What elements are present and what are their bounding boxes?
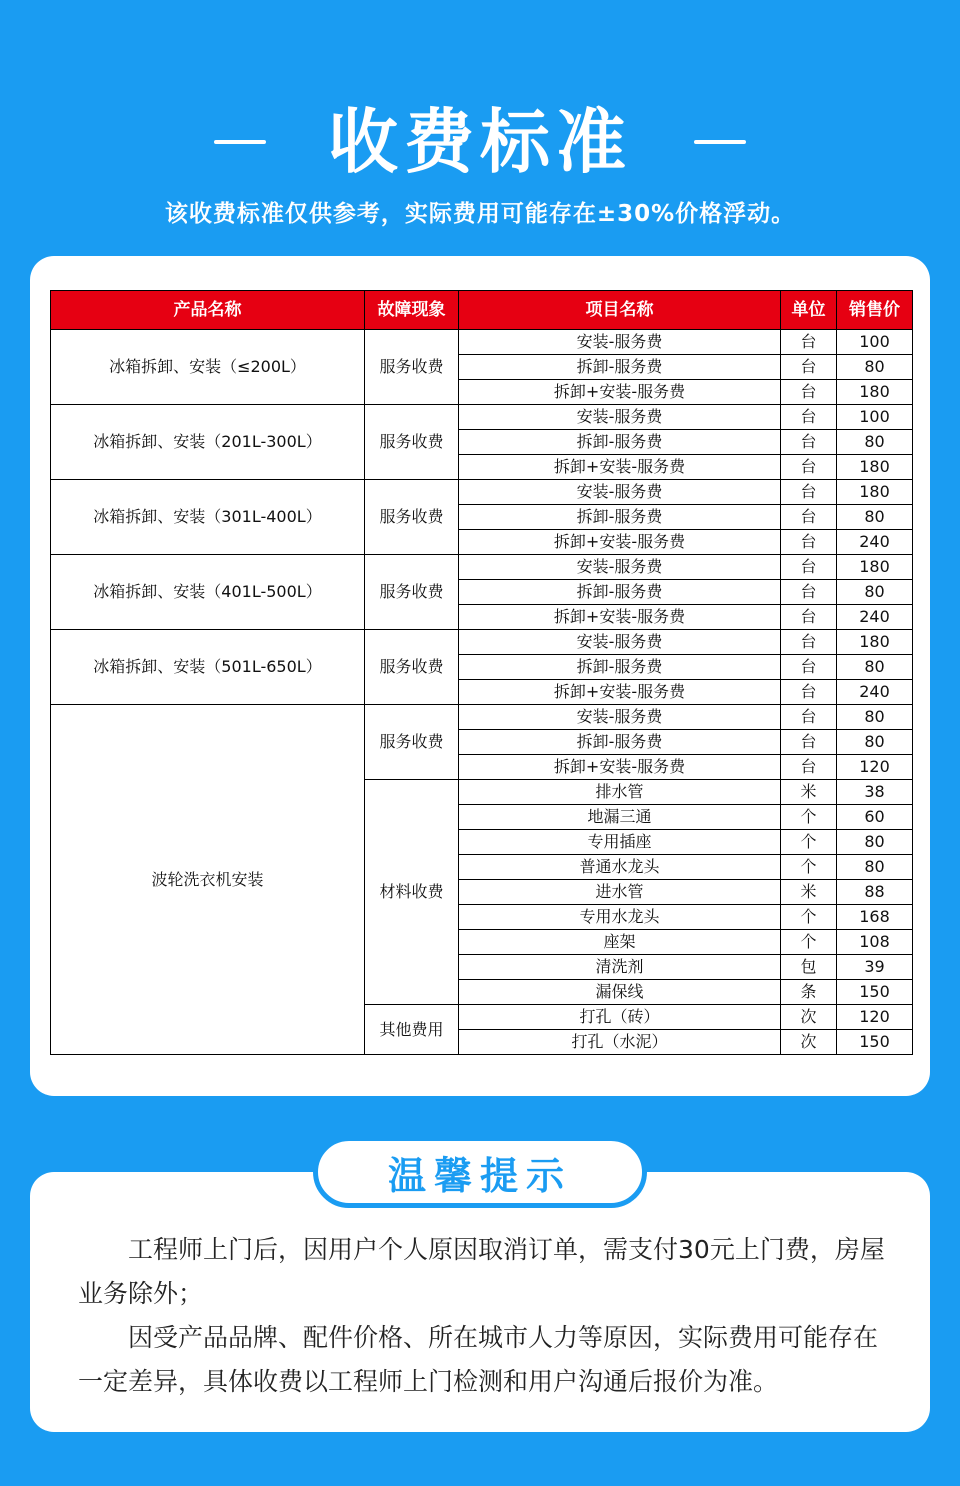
category-cell: 服务收费	[365, 330, 459, 405]
price-cell: 80	[837, 430, 913, 455]
item-name-cell: 拆卸-服务费	[459, 505, 781, 530]
left-dash	[214, 140, 266, 144]
unit-cell: 台	[781, 730, 837, 755]
unit-cell: 包	[781, 955, 837, 980]
unit-cell: 次	[781, 1030, 837, 1055]
unit-cell: 台	[781, 330, 837, 355]
price-cell: 120	[837, 1005, 913, 1030]
unit-cell: 米	[781, 780, 837, 805]
price-cell: 150	[837, 980, 913, 1005]
category-cell: 其他费用	[365, 1005, 459, 1055]
header-category: 故障现象	[365, 291, 459, 330]
item-name-cell: 拆卸-服务费	[459, 580, 781, 605]
price-cell: 100	[837, 330, 913, 355]
price-cell: 240	[837, 605, 913, 630]
item-name-cell: 拆卸+安装-服务费	[459, 755, 781, 780]
tips-notes	[78, 1228, 890, 1404]
price-cell: 180	[837, 455, 913, 480]
page-title: 收费标准	[328, 101, 632, 183]
price-cell: 180	[837, 630, 913, 655]
item-name-cell: 安装-服务费	[459, 330, 781, 355]
unit-cell: 个	[781, 930, 837, 955]
fee-table	[50, 290, 913, 1055]
price-cell: 180	[837, 380, 913, 405]
unit-cell: 台	[781, 555, 837, 580]
unit-cell: 台	[781, 580, 837, 605]
price-cell: 240	[837, 680, 913, 705]
item-name-cell: 拆卸-服务费	[459, 655, 781, 680]
category-cell: 材料收费	[365, 780, 459, 1005]
unit-cell: 台	[781, 605, 837, 630]
category-cell: 服务收费	[365, 480, 459, 555]
category-cell: 服务收费	[365, 555, 459, 630]
product-cell: 冰箱拆卸、安装（≤200L）	[51, 330, 365, 405]
header-item: 项目名称	[459, 291, 781, 330]
item-name-cell: 普通水龙头	[459, 855, 781, 880]
item-name-cell: 座架	[459, 930, 781, 955]
product-cell: 冰箱拆卸、安装（501L-650L）	[51, 630, 365, 705]
page-header	[0, 96, 960, 188]
price-cell: 80	[837, 705, 913, 730]
price-cell: 60	[837, 805, 913, 830]
price-cell: 80	[837, 830, 913, 855]
item-name-cell: 安装-服务费	[459, 480, 781, 505]
header-price: 销售价	[837, 291, 913, 330]
tips-badge	[313, 1136, 647, 1208]
right-dash	[694, 140, 746, 144]
unit-cell: 台	[781, 755, 837, 780]
price-cell: 80	[837, 580, 913, 605]
table-row	[51, 330, 913, 355]
price-cell: 180	[837, 480, 913, 505]
table-row	[51, 630, 913, 655]
unit-cell: 台	[781, 455, 837, 480]
price-cell: 120	[837, 755, 913, 780]
product-cell: 冰箱拆卸、安装（201L-300L）	[51, 405, 365, 480]
price-cell: 80	[837, 505, 913, 530]
item-name-cell: 地漏三通	[459, 805, 781, 830]
tips-paragraph: 工程师上门后，因用户个人原因取消订单，需支付30元上门费，房屋业务除外；	[78, 1235, 885, 1308]
header-product: 产品名称	[51, 291, 365, 330]
item-name-cell: 专用插座	[459, 830, 781, 855]
item-name-cell: 进水管	[459, 880, 781, 905]
header-unit: 单位	[781, 291, 837, 330]
unit-cell: 台	[781, 655, 837, 680]
unit-cell: 台	[781, 630, 837, 655]
table-header-row	[51, 291, 913, 330]
page-subtitle: 该收费标准仅供参考，实际费用可能存在±30%价格浮动。	[164, 201, 796, 227]
unit-cell: 台	[781, 405, 837, 430]
table-row	[51, 705, 913, 730]
item-name-cell: 拆卸-服务费	[459, 730, 781, 755]
table-row	[51, 480, 913, 505]
category-cell: 服务收费	[365, 630, 459, 705]
item-name-cell: 打孔（水泥）	[459, 1030, 781, 1055]
unit-cell: 个	[781, 830, 837, 855]
fee-card	[30, 256, 930, 1096]
category-cell: 服务收费	[365, 405, 459, 480]
table-row	[51, 405, 913, 430]
item-name-cell: 打孔（砖）	[459, 1005, 781, 1030]
item-name-cell: 漏保线	[459, 980, 781, 1005]
item-name-cell: 拆卸+安装-服务费	[459, 605, 781, 630]
price-cell: 88	[837, 880, 913, 905]
item-name-cell: 安装-服务费	[459, 630, 781, 655]
product-cell: 波轮洗衣机安装	[51, 705, 365, 1055]
unit-cell: 台	[781, 430, 837, 455]
item-name-cell: 专用水龙头	[459, 905, 781, 930]
price-cell: 80	[837, 355, 913, 380]
tips-title: 温馨提示	[387, 1153, 572, 1198]
unit-cell: 台	[781, 680, 837, 705]
price-cell: 80	[837, 730, 913, 755]
item-name-cell: 拆卸-服务费	[459, 355, 781, 380]
item-name-cell: 拆卸+安装-服务费	[459, 530, 781, 555]
unit-cell: 个	[781, 855, 837, 880]
item-name-cell: 拆卸+安装-服务费	[459, 680, 781, 705]
price-cell: 240	[837, 530, 913, 555]
unit-cell: 台	[781, 505, 837, 530]
price-cell: 80	[837, 655, 913, 680]
price-cell: 150	[837, 1030, 913, 1055]
item-name-cell: 安装-服务费	[459, 555, 781, 580]
category-cell: 服务收费	[365, 705, 459, 780]
unit-cell: 次	[781, 1005, 837, 1030]
tips-paragraph: 因受产品品牌、配件价格、所在城市人力等原因，实际费用可能存在一定差异，具体收费以工程师上门检测和用户沟通后报价为准。	[78, 1323, 879, 1396]
unit-cell: 台	[781, 355, 837, 380]
item-name-cell: 清洗剂	[459, 955, 781, 980]
price-cell: 39	[837, 955, 913, 980]
unit-cell: 个	[781, 905, 837, 930]
table-row	[51, 555, 913, 580]
unit-cell: 台	[781, 705, 837, 730]
price-cell: 108	[837, 930, 913, 955]
unit-cell: 米	[781, 880, 837, 905]
price-cell: 180	[837, 555, 913, 580]
item-name-cell: 拆卸-服务费	[459, 430, 781, 455]
item-name-cell: 安装-服务费	[459, 405, 781, 430]
table-body	[51, 330, 913, 1055]
price-cell: 168	[837, 905, 913, 930]
price-cell: 100	[837, 405, 913, 430]
unit-cell: 个	[781, 805, 837, 830]
unit-cell: 台	[781, 530, 837, 555]
item-name-cell: 安装-服务费	[459, 705, 781, 730]
unit-cell: 条	[781, 980, 837, 1005]
unit-cell: 台	[781, 380, 837, 405]
item-name-cell: 拆卸+安装-服务费	[459, 455, 781, 480]
product-cell: 冰箱拆卸、安装（301L-400L）	[51, 480, 365, 555]
price-cell: 80	[837, 855, 913, 880]
item-name-cell: 拆卸+安装-服务费	[459, 380, 781, 405]
item-name-cell: 排水管	[459, 780, 781, 805]
price-cell: 38	[837, 780, 913, 805]
unit-cell: 台	[781, 480, 837, 505]
product-cell: 冰箱拆卸、安装（401L-500L）	[51, 555, 365, 630]
